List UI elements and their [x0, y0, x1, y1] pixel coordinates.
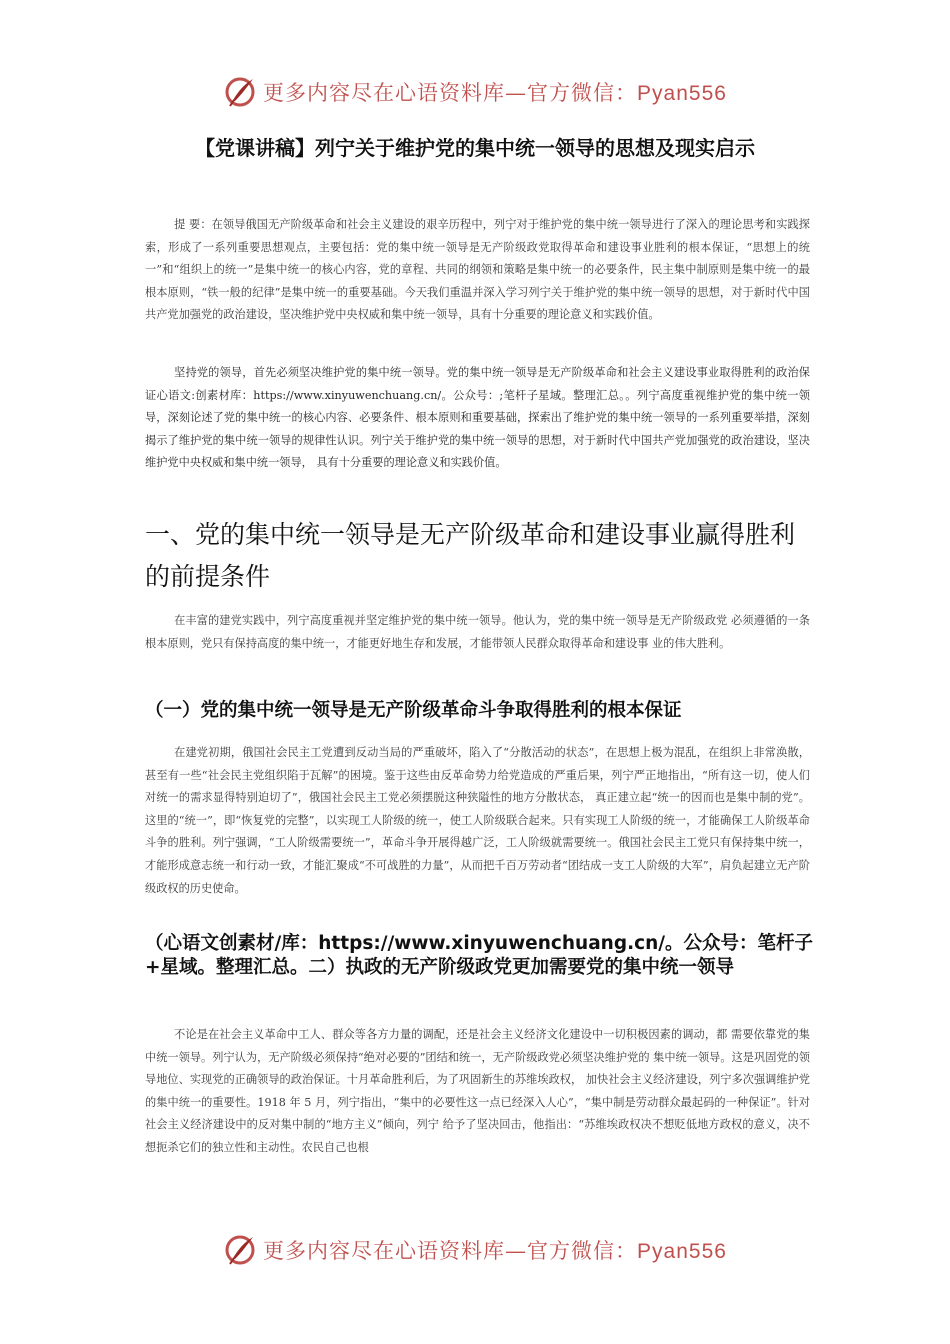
footer-banner: [0, 1228, 950, 1272]
subsection-1-paragraph: 在建党初期，俄国社会民主工党遭到反动当局的严重破坏，陷入了“分散活动的状态”，在思想上极为混乱，在组织上非常涣散，甚至有一些“社会民主党组织陷于瓦解”的困境。鉴于这些由反革命势力给党造成的严重后果，列宁严正地指出，“所有这一切，使人们对统一的需求显得特别迫切了”，俄国社会民主工党必须摆脱这种狭隘性的地方分散状态， 真正建立起“统一的因而也是集中制的党”。这里的“统一”，即“恢复党的完整”，以实现工人阶级的统一，使工人阶级联合起来。只有实现工人阶级的统一，才能确保工人阶级革命斗争的胜利。列宁强调，“工人阶级需要统一”，革命斗争开展得越广泛，工人阶级就需要统一。俄国社会民主工党只有保持集中统一，才能形成意志统一和行动一致，才能汇聚成“不可战胜的力量”，从而把千百万劳动者“团结成一支工人阶级的大军”，肩负起建立无产阶级政权的历史使命。: [145, 746, 810, 895]
subsection-2-heading: （心语文创素材/库：https://www.xinyuwenchuang.cn/。公众号：笔杆子+星域。整理汇总。二）执政的无产阶级政党更加需要党的集中统一领导: [145, 933, 814, 978]
abstract-paragraph: 提 要：在领导俄国无产阶级革命和社会主义建设的艰辛历程中，列宁对于维护党的集中统一领导进行了深入的理论思考和实践探索，形成了一系列重要思想观点，主要包括：党的集中统一领导是无产阶级政党取得革命和建设事业胜利的根本保证，“思想上的统一”和“组织上的统一”是集中统一的核心内容，党的章程、共同的纲领和策略是集中统一的必要条件，民主集中制原则是集中统一的最根本原则，“铁一般的纪律”是集中统一的重要基础。今天我们重温并深入学习列宁关于维护党的集中统一领导的思想，对于新时代中国共产党加强党的政治建设，坚决维护党中央权威和集中统一领导，具有十分重要的理论意义和实践价值。: [145, 218, 810, 322]
subsection-1-heading: （一）党的集中统一领导是无产阶级革命斗争取得胜利的根本保证: [145, 700, 682, 721]
header-banner: [0, 70, 950, 114]
intro-paragraph: 坚持党的领导，首先必须坚决维护党的集中统一领导。党的集中统一领导是无产阶级革命和社会主义建设事业取得胜利的政治保证心语文:创素材库：https://www.xinyuwenchuang.cn/。公众号：;笔杆子星域。整理汇总。。列宁高度重视维护党的集中统一领导，深刻论述了党的集中统一的核心内容、必要条件、根本原则和重要基础，探索出了维护党的集中统一领导的一系列重要举措，深刻揭示了维护党的集中统一领导的规律性认识。列宁关于维护党的集中统一领导的思想，对于新时代中国共产党加强党的政治建设，坚决维护党中央权威和集中统一领导， 具有十分重要的理论意义和实践价值。: [145, 366, 810, 470]
quill-logo-icon: [223, 1233, 257, 1267]
subsection-2-paragraph: 不论是在社会主义革命中工人、群众等各方力量的调配，还是社会主义经济文化建设中一切积极因素的调动，都 需要依靠党的集中统一领导。列宁认为，无产阶级必须保持“绝对必要的”团结和统一，无产阶级政党必须坚决维护党的 集中统一领导。这是巩固党的领导地位、实现党的正确领导的政治保证。十月革命胜利后，为了巩固新生的苏维埃政权， 加快社会主义经济建设，列宁多次强调维护党的集中统一的重要性。1918 年 5 月，列宁指出，“集中的必要性这一点已经深入人心”，“集中制是劳动群众最起码的一种保证”。针对社会主义经济建设中的反对集中制的“地方主义”倾向，列宁 给予了坚决回击，他指出：“苏维埃政权决不想贬低地方政权的意义，决不想扼杀它们的独立性和主动性。农民自己也根: [145, 1028, 810, 1154]
quill-logo-icon: [223, 75, 257, 109]
wechat-id: Pyan556: [637, 82, 727, 105]
section-1-heading: 一、党的集中统一领导是无产阶级革命和建设事业赢得胜利的前提条件: [145, 520, 796, 591]
banner-text: 更多内容尽在心语资料库—官方微信：Pyan556: [263, 81, 727, 105]
section-1-paragraph: 在丰富的建党实践中，列宁高度重视并坚定维护党的集中统一领导。他认为，党的集中统一领导是无产阶级政党 必须遵循的一条根本原则，党只有保持高度的集中统一，才能更好地生存和发展，才能带领人民群众取得革命和建设事 业的伟大胜利。: [145, 614, 810, 650]
wechat-id: Pyan556: [637, 1240, 727, 1263]
banner-text: 更多内容尽在心语资料库—官方微信：Pyan556: [263, 1239, 727, 1263]
page-title: 【党课讲稿】列宁关于维护党的集中统一领导的思想及现实启示: [195, 136, 755, 160]
